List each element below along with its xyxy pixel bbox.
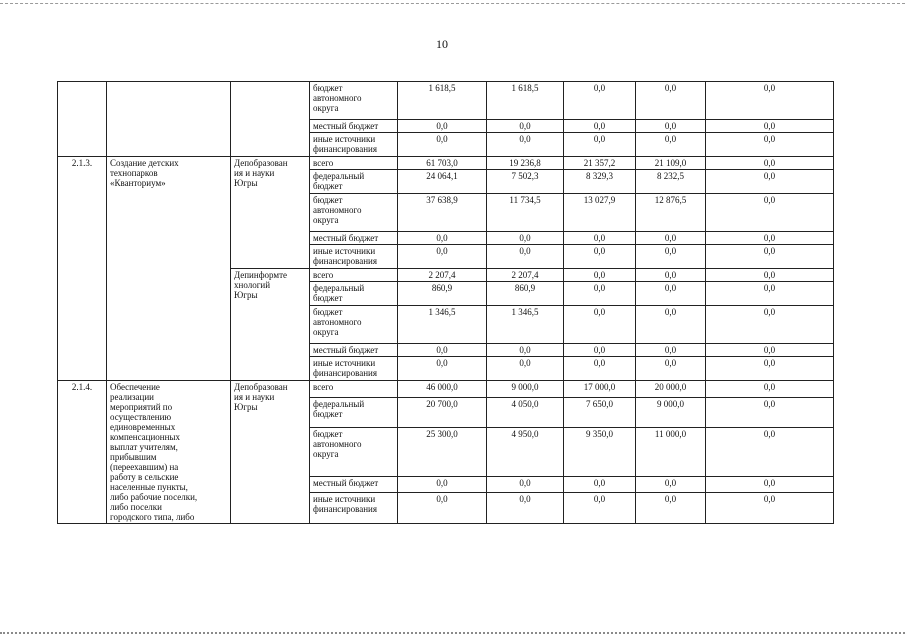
amount-cell: 0,0 — [487, 493, 564, 524]
amount-cell: 0,0 — [564, 344, 636, 357]
amount-cell: 0,0 — [636, 232, 706, 245]
funding-source-line: бюджет — [313, 195, 343, 205]
amount-cell: 0,0 — [398, 133, 487, 157]
row-index-cell — [58, 82, 107, 157]
amount-cell: 61 703,0 — [398, 157, 487, 170]
amount-cell: 0,0 — [487, 133, 564, 157]
funding-source-line: всего — [313, 270, 334, 280]
amount-cell: 0,0 — [564, 120, 636, 133]
funding-source-line: финансирования — [313, 504, 377, 515]
amount-cell: 25 300,0 — [398, 428, 487, 477]
amount-cell: 46 000,0 — [398, 381, 487, 398]
amount-cell: 0,0 — [636, 82, 706, 120]
funding-source-cell — [310, 397, 398, 428]
amount-cell: 0,0 — [706, 357, 834, 381]
funding-source-line: иные источники — [313, 358, 376, 368]
amount-cell: 0,0 — [487, 344, 564, 357]
funding-source-line: округа — [313, 327, 339, 337]
activity-name-line: населенные пункты, — [110, 482, 188, 492]
amount-cell: 17 000,0 — [564, 381, 636, 398]
amount-cell: 0,0 — [706, 232, 834, 245]
funding-source-line: бюджет — [313, 307, 343, 317]
activity-name-line: осуществлению — [110, 412, 172, 422]
amount-cell: 0,0 — [636, 282, 706, 306]
amount-cell: 7 650,0 — [564, 397, 636, 428]
performer-name-line: Депобразован — [234, 382, 288, 392]
funding-source-line: автономного — [313, 439, 362, 450]
table-row — [58, 82, 834, 120]
amount-cell: 1 618,5 — [398, 82, 487, 120]
amount-cell: 1 346,5 — [487, 306, 564, 344]
activity-name-line: реализации — [110, 392, 154, 402]
amount-cell: 0,0 — [706, 306, 834, 344]
scan-bottom-edge — [0, 632, 905, 634]
amount-cell: 0,0 — [706, 157, 834, 170]
funding-source-cell — [310, 476, 398, 493]
activity-name-line: городского типа, либо — [110, 512, 195, 522]
amount-cell: 0,0 — [398, 344, 487, 357]
amount-cell: 0,0 — [706, 344, 834, 357]
funding-source-cell — [310, 282, 398, 306]
amount-cell: 20 700,0 — [398, 397, 487, 428]
amount-cell: 0,0 — [706, 493, 834, 524]
amount-cell: 0,0 — [564, 357, 636, 381]
funding-source-cell — [310, 493, 398, 524]
funding-source-cell — [310, 120, 398, 133]
amount-cell: 0,0 — [564, 133, 636, 157]
performer-name-line: Югры — [234, 290, 258, 300]
funding-source-cell — [310, 194, 398, 232]
table-row — [58, 157, 834, 170]
row-index-cell: 2.1.4. — [58, 381, 107, 524]
amount-cell: 0,0 — [636, 357, 706, 381]
funding-source-line: бюджет — [313, 181, 343, 191]
amount-cell: 4 950,0 — [487, 428, 564, 477]
funding-source-line: автономного — [313, 317, 362, 327]
amount-cell: 0,0 — [706, 133, 834, 157]
activity-name-line: либо поселки — [110, 502, 162, 512]
amount-cell: 1 618,5 — [487, 82, 564, 120]
table-row — [58, 381, 834, 398]
performer-name-line: хнологий — [234, 280, 271, 290]
amount-cell: 21 109,0 — [636, 157, 706, 170]
funding-source-cell — [310, 245, 398, 269]
amount-cell: 0,0 — [706, 269, 834, 282]
amount-cell: 4 050,0 — [487, 397, 564, 428]
performer-name-line: Югры — [234, 178, 258, 188]
amount-cell: 11 000,0 — [636, 428, 706, 477]
funding-source-line: бюджет — [313, 429, 343, 440]
funding-source-line: иные источники — [313, 134, 376, 144]
funding-source-line: иные источники — [313, 246, 376, 256]
table-body — [58, 82, 834, 524]
amount-cell: 20 000,0 — [636, 381, 706, 398]
funding-source-line: финансирования — [313, 144, 377, 154]
amount-cell: 0,0 — [398, 245, 487, 269]
funding-source-line: финансирования — [313, 256, 377, 266]
amount-cell: 1 346,5 — [398, 306, 487, 344]
activity-name-line: «Кванториум» — [110, 178, 166, 188]
amount-cell: 21 357,2 — [564, 157, 636, 170]
funding-source-line: округа — [313, 215, 339, 225]
amount-cell: 0,0 — [564, 476, 636, 493]
funding-source-line: иные источники — [313, 494, 376, 505]
amount-cell: 0,0 — [398, 232, 487, 245]
amount-cell: 2 207,4 — [398, 269, 487, 282]
funding-source-cell — [310, 381, 398, 398]
performer-cell — [231, 381, 310, 524]
funding-source-line: всего — [313, 382, 334, 392]
amount-cell: 0,0 — [398, 357, 487, 381]
amount-cell: 0,0 — [636, 344, 706, 357]
amount-cell: 12 876,5 — [636, 194, 706, 232]
performer-name-line: Депобразован — [234, 158, 288, 168]
funding-source-line: финансирования — [313, 368, 377, 378]
amount-cell: 0,0 — [636, 269, 706, 282]
amount-cell: 13 027,9 — [564, 194, 636, 232]
funding-source-line: федеральный — [313, 171, 365, 181]
funding-source-cell — [310, 357, 398, 381]
amount-cell: 2 207,4 — [487, 269, 564, 282]
amount-cell: 0,0 — [564, 245, 636, 269]
amount-cell: 0,0 — [636, 120, 706, 133]
amount-cell: 0,0 — [487, 476, 564, 493]
amount-cell: 0,0 — [398, 493, 487, 524]
amount-cell: 0,0 — [398, 476, 487, 493]
performer-name-line: Депинформте — [234, 270, 288, 280]
amount-cell: 0,0 — [706, 428, 834, 477]
row-index-cell: 2.1.3. — [58, 157, 107, 381]
activity-name-line: работу в сельские — [110, 472, 179, 482]
activity-name-cell — [107, 157, 231, 381]
amount-cell: 0,0 — [706, 120, 834, 133]
activity-name-line: компенсационных — [110, 432, 180, 442]
amount-cell: 0,0 — [706, 245, 834, 269]
funding-source-line: местный бюджет — [313, 233, 379, 243]
amount-cell: 0,0 — [636, 476, 706, 493]
funding-source-cell — [310, 232, 398, 245]
amount-cell: 9 000,0 — [636, 397, 706, 428]
amount-cell: 0,0 — [706, 282, 834, 306]
amount-cell: 19 236,8 — [487, 157, 564, 170]
amount-cell: 0,0 — [564, 232, 636, 245]
amount-cell: 0,0 — [564, 493, 636, 524]
funding-source-line: округа — [313, 449, 339, 460]
funding-source-line: автономного — [313, 93, 362, 103]
activity-name-line: (переехавшим) на — [110, 462, 179, 472]
funding-source-cell — [310, 269, 398, 282]
amount-cell: 11 734,5 — [487, 194, 564, 232]
amount-cell: 0,0 — [706, 170, 834, 194]
funding-source-line: бюджет — [313, 293, 343, 303]
funding-source-line: бюджет — [313, 408, 343, 419]
amount-cell: 0,0 — [636, 245, 706, 269]
amount-cell: 0,0 — [706, 381, 834, 398]
amount-cell: 0,0 — [706, 476, 834, 493]
funding-source-line: автономного — [313, 205, 362, 215]
activity-name-cell — [107, 82, 231, 157]
page-number: 10 — [436, 37, 448, 51]
amount-cell: 9 000,0 — [487, 381, 564, 398]
amount-cell: 0,0 — [564, 269, 636, 282]
performer-name-line: ия и науки — [234, 168, 275, 178]
activity-name-line: мероприятий по — [110, 402, 173, 412]
funding-source-line: местный бюджет — [313, 345, 379, 355]
amount-cell: 0,0 — [636, 306, 706, 344]
amount-cell: 0,0 — [487, 120, 564, 133]
activity-name-line: Создание детских — [110, 158, 179, 168]
financing-table — [57, 81, 834, 524]
funding-source-cell — [310, 344, 398, 357]
amount-cell: 0,0 — [636, 493, 706, 524]
funding-source-line: федеральный — [313, 398, 365, 409]
funding-source-line: бюджет — [313, 83, 343, 93]
amount-cell: 7 502,3 — [487, 170, 564, 194]
activity-name-line: единовременных — [110, 422, 176, 432]
amount-cell: 860,9 — [398, 282, 487, 306]
amount-cell: 860,9 — [487, 282, 564, 306]
amount-cell: 8 232,5 — [636, 170, 706, 194]
amount-cell: 0,0 — [398, 120, 487, 133]
funding-source-cell — [310, 82, 398, 120]
performer-name-line: Югры — [234, 402, 258, 412]
activity-name-line: технопарков — [110, 168, 158, 178]
amount-cell: 0,0 — [706, 194, 834, 232]
amount-cell: 8 329,3 — [564, 170, 636, 194]
funding-source-line: округа — [313, 103, 339, 113]
amount-cell: 0,0 — [706, 82, 834, 120]
funding-source-cell — [310, 170, 398, 194]
scan-top-edge — [0, 3, 905, 4]
amount-cell: 0,0 — [706, 397, 834, 428]
amount-cell: 0,0 — [564, 282, 636, 306]
funding-source-line: всего — [313, 158, 334, 168]
funding-source-line: местный бюджет — [313, 121, 379, 131]
funding-source-cell — [310, 306, 398, 344]
amount-cell: 0,0 — [487, 357, 564, 381]
activity-name-line: либо рабочие поселки, — [110, 492, 198, 502]
amount-cell: 24 064,1 — [398, 170, 487, 194]
performer-name-line: ия и науки — [234, 392, 275, 402]
funding-source-cell — [310, 428, 398, 477]
activity-name-line: выплат учителям, — [110, 442, 178, 452]
funding-source-cell — [310, 157, 398, 170]
amount-cell: 0,0 — [564, 306, 636, 344]
funding-source-line: местный бюджет — [313, 477, 379, 488]
activity-name-cell — [107, 381, 231, 524]
amount-cell: 37 638,9 — [398, 194, 487, 232]
amount-cell: 0,0 — [487, 232, 564, 245]
performer-cell — [231, 82, 310, 157]
amount-cell: 0,0 — [564, 82, 636, 120]
performer-cell — [231, 269, 310, 381]
activity-name-line: прибывшим — [110, 452, 157, 462]
performer-cell — [231, 157, 310, 269]
activity-name-line: Обеспечение — [110, 382, 160, 392]
funding-source-cell — [310, 133, 398, 157]
amount-cell: 9 350,0 — [564, 428, 636, 477]
amount-cell: 0,0 — [636, 133, 706, 157]
funding-source-line: федеральный — [313, 283, 365, 293]
amount-cell: 0,0 — [487, 245, 564, 269]
